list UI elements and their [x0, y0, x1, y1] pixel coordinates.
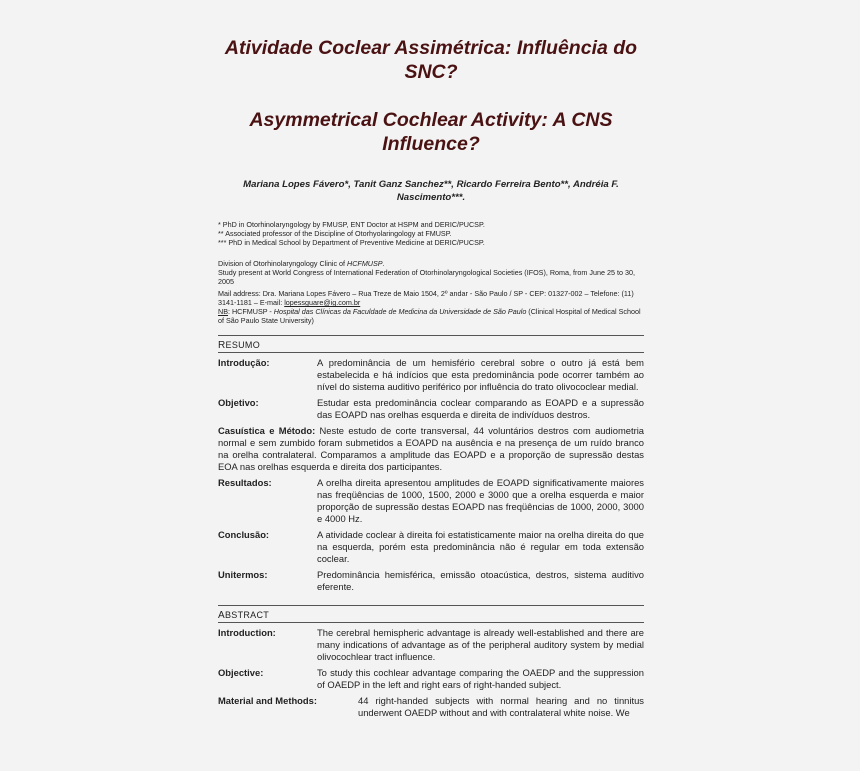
row-label: Conclusão:	[218, 529, 270, 540]
nb-line	[218, 307, 644, 325]
row-text: 44 right-handed subjects with normal hearing and no tinnitus underwent OAEDP without and with contralateral white noise. We	[358, 695, 644, 718]
resumo-row	[218, 569, 644, 593]
paper-info	[218, 259, 644, 325]
resumo-row	[218, 357, 644, 393]
title-en-line2: Influence?	[382, 133, 480, 155]
row-text: A atividade coclear à direita foi estatisticamente maior na orelha direita do que na esquerda, porém esta predominância não é regular em toda extensão coclear.	[317, 529, 644, 564]
division-name: HCFMUSP	[347, 259, 383, 268]
division-line	[218, 259, 644, 268]
affiliation-2: ** Associated professor of the Discipline of Otorhyolaringology at FMUSP.	[218, 229, 452, 238]
row-text-wrap	[218, 425, 644, 473]
row-label: Resultados:	[218, 477, 272, 488]
resumo-row	[218, 529, 644, 565]
affiliation-3: *** PhD in Medical School by Department of Preventive Medicine at DERIC/PUCSP.	[218, 238, 485, 247]
row-text: Estudar esta predominância coclear comparando as EOAPD e a supressão das EOAPD nas orelhas esquerda e direita de indivíduos destros.	[317, 397, 644, 420]
row-text: The cerebral hemispheric advantage is already well-established and there are many indications of advantage as of the peripheral auditory system by medial olivocochlear tract influence.	[317, 627, 644, 662]
authors-line2: Nascimento***.	[396, 192, 466, 203]
email-link[interactable]: lopessguare@ig.com.br	[284, 298, 361, 307]
division-prefix: Division of Otorhinolaryngology Clinic of	[218, 259, 348, 268]
mail-address: Mail address: Dra. Mariana Lopes Fávero – Rua Treze de Maio 1504, 2º andar - São Paulo / SP - CEP: 01327-002 – Telefone: (11) 3141-1181 – E-mail:	[218, 289, 634, 307]
abstract-heading	[218, 605, 644, 623]
row-text: A orelha direita apresentou amplitudes de EOAPD significativamente maiores nas freqüências de 1000, 1500, 2000 e 3000 que a orelha esquerda e maior proporção de supressão destas EOAPD nas freqüências de 1000, 2000, 3000 e 4000 Hz.	[317, 477, 644, 524]
row-label: Introduction:	[218, 627, 276, 638]
row-text: To study this cochlear advantage comparing the OAEDP and the suppression of OAEDP in the left and right ears of right-handed subject.	[317, 667, 644, 690]
resumo-heading-rest: ESUMO	[225, 340, 261, 350]
row-label: Objetivo:	[218, 397, 259, 408]
abstract-row	[218, 695, 644, 719]
abstract-row	[218, 667, 644, 691]
nb-label: NB	[218, 307, 228, 316]
title-english	[218, 108, 644, 156]
row-text: A predominância de um hemisfério cerebral sobre o outro já está bem estabelecida e há indícios que esta predominância pode ocorrer também ao nível do sistema auditivo periférico por influência do trato olivococlear medial.	[317, 357, 644, 392]
row-label: Introdução:	[218, 357, 270, 368]
resumo-heading	[218, 335, 644, 353]
row-text: Neste estudo de corte transversal, 44 voluntários destros com audiometria normal e sem zumbido foram submetidos a EOAPD na ausência e na presença de um ruído branco na orelha contralateral. Comparamos a amplitude das EOAPD e a proporção de supressão destas EOA nas orelhas esquerda e direita dos participantes.	[218, 425, 644, 472]
affiliations	[218, 220, 644, 247]
row-label: Casuística e Método:	[218, 425, 316, 436]
resumo-heading-cap: R	[218, 340, 226, 351]
paper-page	[218, 36, 644, 719]
authors	[218, 178, 644, 204]
row-label: Unitermos:	[218, 569, 268, 580]
row-text: Predominância hemisférica, emissão otoacústica, destros, sistema auditivo eferente.	[317, 569, 644, 592]
abstract-heading-rest: BSTRACT	[224, 610, 270, 620]
resumo-row	[218, 397, 644, 421]
nb-hospital: Hospital das Clínicas da Faculdade de Medicina da Universidade de São Paulo	[273, 307, 527, 316]
title-en-line1: Asymmetrical Cochlear Activity: A CNS	[249, 109, 613, 131]
abstract-heading-cap: A	[218, 610, 225, 621]
resumo-row	[218, 477, 644, 525]
row-label: Material and Methods:	[218, 695, 317, 706]
nb-suffix: (Clinical Hospital of Medical School of São Paulo State University)	[218, 307, 641, 325]
row-label: Objective:	[218, 667, 264, 678]
nb-prefix: : HCFMUSP -	[228, 307, 274, 316]
title-portuguese	[218, 36, 644, 84]
title-pt-line2: SNC?	[404, 61, 458, 83]
title-pt-line1: Atividade Coclear Assimétrica: Influência do	[224, 37, 638, 59]
authors-line1: Mariana Lopes Fávero*, Tanit Ganz Sanchez**, Ricardo Ferreira Bento**, Andréia F.	[243, 179, 619, 190]
abstract-row	[218, 627, 644, 663]
study-present: Study present at World Congress of International Federation of Otorhinolaryngological Societies (IFOS), Roma, from June 25 to 30, 2005	[218, 268, 635, 286]
division-suffix: .	[382, 259, 385, 268]
resumo-row	[218, 425, 644, 473]
affiliation-1: * PhD in Otorhinolaryngology by FMUSP, ENT Doctor at HSPM and DERIC/PUCSP.	[218, 220, 485, 229]
mail-address-line	[218, 289, 644, 307]
